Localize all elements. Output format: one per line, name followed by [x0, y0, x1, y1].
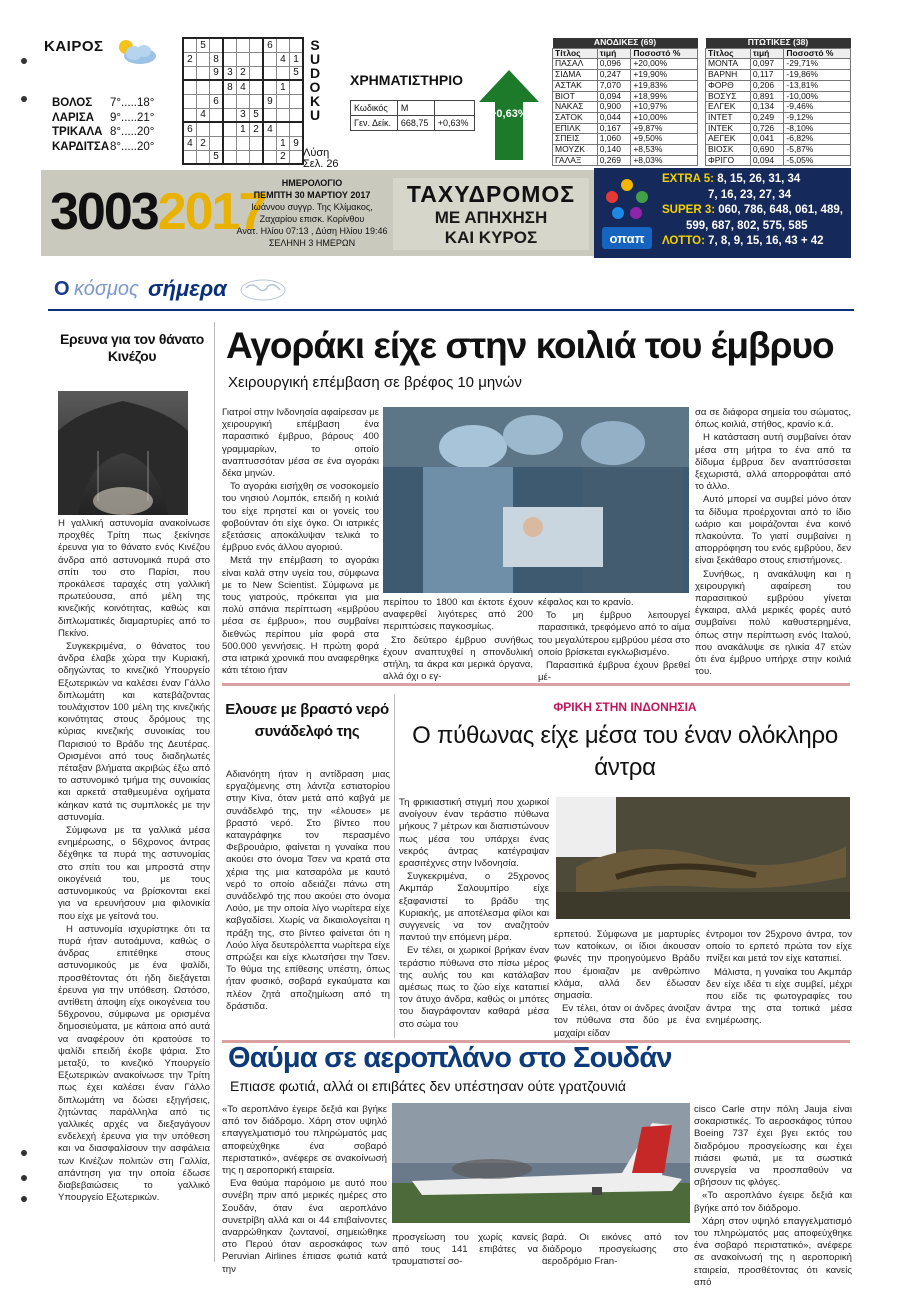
sudoku-cell: 3 [236, 108, 249, 122]
stock-cell: +8,03% [631, 155, 698, 166]
main-headline: Αγοράκι είχε στην κοιλιά του έμβρυο [226, 325, 834, 366]
paragraph: Το αγοράκι εισήχθη σε νοσοκομείο του νησιού Λομπόκ, επειδή η κοιλιά του είχε πρηστεί και οι γονείς του φοβούνταν ότι είχε όγκο. Οι ιατρικές εξετάσεις αποκάλυψαν τελικά το έμβρυο ενός άλλου αγοριού. [222, 481, 379, 554]
sudoku-cell [183, 80, 196, 94]
sudoku-grid [182, 37, 304, 164]
paragraph: Το μη έμβρυο λειτουργεί παρασιτικά, τρεφόμενο από το αίμα του μεγαλύτερου εμβρύου μέσα στο οποίο βρίσκεται εγκλωβισμένο. [538, 610, 690, 658]
column-divider [214, 322, 215, 1262]
index-col-empty [434, 101, 474, 116]
sudoku-cell [250, 136, 263, 150]
stock-cell: 0,096 [597, 59, 631, 70]
opap-label: οπαπ [609, 231, 645, 246]
almanac-line: ΠΕΜΠΤΗ 30 ΜΑΡΤΙΟΥ 2017 [253, 190, 371, 200]
sudoku-cell [290, 108, 303, 122]
stock-cell: 1,060 [597, 134, 631, 145]
plane-article-col4 [694, 1104, 852, 1288]
sudoku-cell: 6 [263, 38, 276, 52]
paragraph: έντρομοι τον 25χρονο άντρα, τον οποίο το ερπετό πρώτα τον είχε πνίξει και μετά τον είχε καταπιεί. [706, 929, 852, 965]
paragraph: ερπετού. Σύμφωνα με μαρτυρίες των κατοίκων, οι ίδιοι άκουσαν φωνές την προηγούμενο Βράδυ που έμοιαζαν με ανθρώπινο κλάμα, αλλά δεν έδωσαν σημασία. [554, 929, 700, 1002]
python-kicker: ΦΡΙΚΗ ΣΤΗΝ ΙΝΔΟΝΗΣΙΑ [553, 700, 697, 714]
stock-cell: -29,71% [784, 59, 851, 70]
stock-col-header: τιμή [750, 48, 784, 59]
sudoku-cell: 2 [276, 150, 289, 164]
weather-title: ΚΑΙΡΟΣ [44, 38, 104, 55]
python-headline: Ο πύθωνας είχε μέσα του έναν ολόκληρο άντρα [412, 722, 838, 781]
section-rule [48, 309, 854, 311]
sudoku-cell [223, 150, 236, 164]
super3-label: SUPER 3: [662, 204, 716, 216]
sudoku-title-letter: D [309, 65, 321, 81]
sudoku-cell: 3 [223, 66, 236, 80]
stock-cell: -13,81% [784, 80, 851, 91]
paragraph: Αδιανόητη ήταν η αντίδραση μιας εργαζόμενης στη λάντζα εστιατορίου στην Κίνα, όταν μετά από καβγά με συνάδελφό της, την «έλουσε» με βραστό νερό. Στο βίντεο που καταγράφηκε τον περασμένο Φεβρουάριο, φαίνεται η γυναίκα που ακούει στο όνομα Τσεν να κρατά στα χέρια της μια κατσαρόλα με καυτό νερό το οποίο αδειάζει πάνω στη συνάδελφό της που ακούει στο όνομα Λούο, με την οποία λίγο νωρίτερα είχε καβγαδίσει. Χωρίς να δικαιολογείται η πράξη της, στο βίντεο φαίνεται ότι η Λούο λίγα δευτερόλεπτα νωρίτερα είχε σπρώξει και είχε κλωτσήσει την Τσεν. Το θύμα της επίθεσης υπέστη, όπως ήταν φυσικό, σοβαρά εγκαύματα και πλέον ζητά αποζημίωση από τη δράστιδα. [226, 769, 390, 1012]
plane-article-col2 [392, 1232, 538, 1268]
paragraph: Σύμφωνα με τα γαλλικά μέσα ενημέρωσης, ο 56χρονος άντρας δέχθηκε τα πυρά της αστυνομίας στο σπίτι του και μπροστά στην οικογένειά του, με τους αστυνομικούς να βρίσκονται εκεί για να ερευνήσουν μια φιλονικία που είχε με γείτονά του. [58, 825, 210, 922]
paragraph: Η γαλλική αστυνομία ανακοίνωσε προχθές Τρίτη πως ξεκίνησε έρευνα για το θάνατο ενός Κινέζου άνδρα από αστυνομικά πυρά στο σπίτι του στο Παρίσι, που προκάλεσε ταραχές στη γαλλική πρωτεύουσα, από μέλη της κινεζικής κοινότητας, καθώς και διπλωματικές διαμαρτυρίες από το Πεκίνο. [58, 518, 210, 639]
sudoku-cell: 2 [236, 66, 249, 80]
stock-cell: 0,140 [597, 145, 631, 156]
sudoku-cell: 8 [223, 80, 236, 94]
sudoku-cell [196, 66, 209, 80]
index-change-arrow-label: +0,63% [490, 108, 528, 120]
courier-slogan-line2: ΚΑΙ ΚΥΡΟΣ [444, 228, 538, 247]
stock-cell: -19,86% [784, 70, 851, 81]
section-label-o: Ο [54, 278, 70, 300]
almanac-line: Ανατ. Ηλίου 07:13 , Δύση Ηλίου 19:46 [236, 226, 388, 236]
sudoku-cell: 2 [183, 52, 196, 66]
stock-cell: -10,00% [784, 91, 851, 102]
index-value: 668,75 [397, 116, 434, 131]
stock-cell: 0,167 [597, 123, 631, 134]
sudoku-cell [263, 108, 276, 122]
sudoku-cell [223, 136, 236, 150]
sudoku-cell [183, 108, 196, 122]
sudoku-cell: 4 [196, 108, 209, 122]
gainers-table [552, 38, 698, 166]
weather-city: ΒΟΛΟΣ [52, 97, 93, 109]
section-divider [222, 683, 850, 686]
stock-cell: -9,46% [784, 102, 851, 113]
weather-row [52, 140, 177, 155]
stock-cell: 0,134 [750, 102, 784, 113]
sudoku-cell [210, 80, 223, 94]
paragraph: Συγκεκριμένα, ο θάνατος του άνδρα έλαβε χώρα την Κυριακή, οδηγώντας το κινεζικό Υπουργείο Εξωτερικών να καλέσει έναν Γάλλο διπλωμάτη και κατεβάζοντας τουλάχιστον 100 μέλη της κινεζικής κοινότητας στους δρόμους της κύριας κινεζικής συνοικίας του Παρισιού το Βράδυ της Δευτέρας. Ορισμένοι από τους διαδηλωτές πέταξαν βλήματα ακριβώς έξω από το αστυνομικό τμήμα της συνοικίας και αρκετά σταθμευμένα οχήματα κάηκαν κατά τις συμπλοκές με την αστυνομία. [58, 641, 210, 823]
stock-col-header: Ποσοστό % [631, 48, 698, 59]
courier-slogan [393, 178, 589, 250]
sudoku-cell [196, 80, 209, 94]
sudoku-cell [290, 94, 303, 108]
stock-cell: +10,00% [631, 112, 698, 123]
weather-list [52, 96, 177, 154]
sudoku-cell [250, 38, 263, 52]
sudoku-cell [223, 94, 236, 108]
sudoku-cell [276, 94, 289, 108]
weather-temp: 8°.....20° [110, 140, 155, 153]
stock-cell: -5,87% [784, 145, 851, 156]
stock-cell: ΦΡΙΓΟ [706, 155, 751, 166]
stock-cell: +9,87% [631, 123, 698, 134]
index-change: +0,63% [434, 116, 474, 131]
paragraph: περίπου το 1800 και έκτοτε έχουν αναφερθεί λιγότερες από 200 περιπτώσεις παγκοσμίως. [383, 597, 533, 633]
python-article-col3 [706, 929, 852, 1037]
side-article-body [58, 518, 210, 1258]
sudoku-cell [223, 52, 236, 66]
paragraph: Παρασιτικά έμβρυα έχουν βρεθεί μέ- [538, 660, 690, 684]
sudoku-cell: 9 [263, 94, 276, 108]
stock-cell: 0,094 [750, 155, 784, 166]
lotto-numbers: 7, 8, 9, 15, 16, 43 + 42 [708, 235, 824, 247]
sudoku-cell [236, 136, 249, 150]
stock-cell: ΣΑΤΟΚ [553, 112, 598, 123]
stock-cell: 0,044 [597, 112, 631, 123]
stock-cell: 0,247 [597, 70, 631, 81]
stock-cell: +19,90% [631, 70, 698, 81]
section-label-simera: σήμερα [148, 276, 227, 301]
sudoku-cell [290, 80, 303, 94]
weather-city: ΛΑΡΙΣΑ [52, 111, 95, 124]
stock-cell: 0,206 [750, 80, 784, 91]
stock-cell: ΒΙΟΣΚ [706, 145, 751, 156]
stock-cell: ΒΟΣΥΣ [706, 91, 751, 102]
stock-cell: ΣΠΕΙΣ [553, 134, 598, 145]
stock-cell: ΓΑΛΑΞ [553, 155, 598, 166]
sudoku-cell [263, 52, 276, 66]
weather-row [52, 96, 177, 111]
sudoku-cell [183, 94, 196, 108]
sudoku-title [308, 38, 322, 122]
stock-cell: +8,53% [631, 145, 698, 156]
paragraph: Χάρη στον υψηλό επαγγελματισμό του πληρώματός μας αποφεύχθηκε ένα σοβαρό περιστατικό», ανέφερε σε ανακοίνωσή της η αεροπορική εταιρεία, προσθέτοντας ότι κανείς από [694, 1215, 852, 1288]
weather-city: ΤΡΙΚΑΛΑ [52, 126, 103, 139]
sudoku-cell [183, 38, 196, 52]
stock-cell: 0,891 [750, 91, 784, 102]
sudoku-cell [263, 150, 276, 164]
paragraph: βαρά. Οι εικόνες από τον διάδρομο προσγείωσης στο αεροδρόμιο Fran- [542, 1232, 688, 1268]
paragraph: Στο δεύτερο έμβρυο συνήθως έχουν αναπτυχθεί η σπονδυλική στήλη, τα άκρα και μερικά όργανα, αλλά όχι ο εγ- [383, 634, 533, 683]
main-article-col1 [222, 407, 379, 677]
opap-logo [598, 175, 656, 253]
sudoku-cell [276, 122, 289, 136]
stock-cell: ΕΛΓΕΚ [706, 102, 751, 113]
paragraph: Αυτό μπορεί να συμβεί μόνο όταν τα δίδυμα προέρχονται από το ίδιο ωάριο και μοιράζονται ένα κοινό πλακούντα. Το γιατί συμβαίνει η απορρόφηση του ενός εμβρύου, δεν είναι ξεκάθαρο στους επιστήμονες. [695, 494, 851, 567]
sudoku-cell [276, 66, 289, 80]
eiffel-tower-photo [58, 391, 188, 515]
index-name: Γεν. Δείκ. [351, 116, 398, 131]
boiling-water-headline: Ελουσε με βραστό νερό συνάδελφό της [225, 701, 389, 740]
super3-numbers: 060, 786, 648, 061, 489, [718, 204, 843, 216]
sudoku-cell [250, 150, 263, 164]
sudoku-cell [183, 66, 196, 80]
sudoku-cell [183, 150, 196, 164]
sudoku-cell: 1 [236, 122, 249, 136]
sudoku-cell: 9 [290, 136, 303, 150]
margin-dot [21, 1150, 27, 1156]
sudoku-cell: 4 [276, 52, 289, 66]
stock-cell: ΠΑΣΑΛ [553, 59, 598, 70]
plane-article-col3 [542, 1232, 688, 1268]
margin-dot [21, 58, 27, 64]
weather-box [44, 38, 174, 168]
losers-table [705, 38, 851, 166]
sudoku-cell: 1 [276, 136, 289, 150]
sudoku-cell [223, 108, 236, 122]
stock-col-header: Τίτλος [706, 48, 751, 59]
stock-cell: 7,070 [597, 80, 631, 91]
stock-cell: 0,094 [597, 91, 631, 102]
paragraph: Η κατάσταση αυτή συμβαίνει όταν μέσα στη μήτρα το ένα από τα δίδυμα έμβρυα δεν αναπτύσσεται ξεχωριστά, αλλά απορροφάται από το άλλο. [695, 432, 851, 493]
stock-title: ΧΡΗΜΑΤΙΣΤΗΡΙΟ [350, 72, 464, 88]
sudoku-title-letter: U [309, 51, 321, 67]
sudoku-cell: 1 [276, 80, 289, 94]
sudoku-cell [250, 94, 263, 108]
weather-temp: 9°.....21° [110, 111, 155, 124]
stock-cell: 0,249 [750, 112, 784, 123]
weather-city: ΚΑΡΔΙΤΣΑ [52, 140, 110, 153]
sudoku-cell: 6 [210, 94, 223, 108]
sudoku-cell [223, 38, 236, 52]
sudoku-cell [196, 52, 209, 66]
plane-headline: Θαύμα σε αεροπλάνο στο Σουδάν [228, 1042, 672, 1074]
stock-cell: ΙΝΤΕΤ [706, 112, 751, 123]
paragraph: Μετά την επέμβαση το αγοράκι είναι καλά στην υγεία του, σύμφωνα με το New Scientist. Σύμφωνα με τους γιατρούς, πρόκειται για μια πολύ σπάνια περίπτωση «εμβρύου μέσα σε έμβρυο», που συμβαίνει διεθνώς περίπου μία φορά στα 500.000 γεννήσεις. Η πρώτη φορά στα ιατρικά χρονικά που αναφερθηκε κάτι τέτοιο ήταν [222, 555, 379, 677]
sudoku-cell: 2 [196, 136, 209, 150]
sun-cloud-icon [114, 38, 158, 66]
almanac-line: Ιωάννου συγγρ. Της Κλίμακος, [251, 202, 373, 212]
stock-cell: -8,10% [784, 123, 851, 134]
sudoku-cell [290, 38, 303, 52]
stock-cell: +20,00% [631, 59, 698, 70]
sudoku-cell [263, 80, 276, 94]
margin-dot [21, 96, 27, 102]
stock-cell: +19,83% [631, 80, 698, 91]
python-article-col2 [554, 929, 700, 1037]
sudoku-cell: 4 [236, 80, 249, 94]
courier-slogan-line1: ΜΕ ΑΠΗΧΗΣΗ [434, 208, 548, 227]
sudoku-cell [263, 136, 276, 150]
sudoku-cell [236, 38, 249, 52]
paragraph: Η αστυνομία ισχυρίστηκε ότι τα πυρά ήταν αυτοάμυνα, καθώς ο άνδρας επιτέθηκε στους αστυνομικούς με ένα ψαλίδι, προσθέτοντας ότι ήδη διεξάγεται έρευνα για την υπόθεση. Ωστόσο, αντίθετη άποψη είχε οικογένεια του 56χρονου, σύμφωνα με ορισμένα δημοσιεύματα, με κάποια από αυτά να αναφέρουν ότι κρατούσε το ψαλίδι επειδή έκοβε ψάρια. Στο μεταξύ, το κινεζικό Υπουργείο Εξωτερικών ανακοίνωσε την Τρίτη πως έχει καλέσει έναν Γάλλο διπλωμάτη να δώσει εξηγήσεις, ζητώντας παράλληλα από τις γαλλικές αρχές να διεξαγάγουν ενδελεχή έρευνα για την υπόθεση και να διασφαλίσουν την ασφάλεια των Κινέζων πολιτών στη Γαλλία, απάντηση για την οποία έδωσε διαβεβαιώσεις το γαλλικό Υπουργείο Εξωτερικών. [58, 923, 210, 1204]
stock-cell: 0,041 [750, 134, 784, 145]
sudoku-cell [210, 122, 223, 136]
sudoku-cell: 5 [290, 66, 303, 80]
sudoku-cell: 5 [210, 150, 223, 164]
sudoku-cell [250, 52, 263, 66]
plane-photo [392, 1103, 690, 1223]
plane-subheadline: Επιασε φωτιά, αλλά οι επιβάτες δεν υπέστησαν ούτε γρατζουνιά [230, 1078, 626, 1094]
paragraph: Εν τέλει, όταν οι άνδρες άνοιξαν τον πύθωνα στα δύο με ένα μαχαίρι είδαν [554, 1003, 700, 1039]
weather-temp: 7°.....18° [110, 97, 155, 109]
paragraph: προσγείωση του χωρίς κανείς από τους 141 επιβάτες να τραυματιστεί σο- [392, 1232, 538, 1268]
sudoku-cell [236, 150, 249, 164]
stock-cell: 0,117 [750, 70, 784, 81]
stock-cell: ΒΙΟΤ [553, 91, 598, 102]
surgery-photo [383, 407, 689, 593]
stock-cell: ΒΑΡΝΗ [706, 70, 751, 81]
sudoku-cell [263, 66, 276, 80]
plane-article-col1 [222, 1104, 387, 1275]
sudoku-cell [290, 122, 303, 136]
stock-cell: -6,82% [784, 134, 851, 145]
lotto-label: ΛΟΤΤΟ: [662, 235, 705, 247]
sudoku-cell: 5 [250, 108, 263, 122]
extra5-numbers: 8, 15, 26, 31, 34 [717, 173, 801, 185]
main-article-col3 [538, 597, 690, 684]
stock-cell: -5,05% [784, 155, 851, 166]
almanac-line: Ζαχαρίου επισκ. Κορίνθου [259, 214, 365, 224]
paragraph: Γιατροί στην Ινδονησία αφαίρεσαν με χειρουργική επέμβαση ένα παρασιτικό έμβρυο, βάρους 400 γραμμαρίων, το οποίο αναπτυσσόταν μέσα σε ένα αγοράκι δέκα μηνών. [222, 407, 379, 480]
lottery-numbers [662, 172, 848, 250]
sudoku-title-letter: O [309, 79, 321, 95]
stock-cell: ΕΠΙΛΚ [553, 123, 598, 134]
stock-cell: ΣΙΔΜΑ [553, 70, 598, 81]
sudoku-cell [236, 94, 249, 108]
sudoku-solution-ref: Λύση Σελ. 26 [303, 147, 339, 170]
main-subheadline: Χειρουργική επέμβαση σε βρέφος 10 μηνών [228, 374, 522, 391]
margin-dot [21, 1175, 27, 1181]
extra5-numbers-2: 7, 16, 23, 27, 34 [708, 188, 792, 201]
stock-cell: ΜΟΥΖΚ [553, 145, 598, 156]
courier-name: ΤΑΧΥΔΡΟΜΟΣ [406, 181, 576, 207]
date-day-month: 3003 [50, 183, 158, 241]
stock-cell: ΜΟΝΤΑ [706, 59, 751, 70]
python-article-col1 [399, 797, 549, 1037]
sudoku-cell: 4 [183, 136, 196, 150]
paragraph: Τη φρικιαστική στιγμή που χωρικοί ανοίγουν έναν τεράστιο πύθωνα μήκους 7 μέτρων και διαπιστώνουν πως μέσα του υπάρχει ένας νεκρός άντρας κατέγραψαν ερασιτέχνες στην Ινδονησία. [399, 797, 549, 870]
sudoku-cell [250, 80, 263, 94]
index-col-m: Μ [397, 101, 434, 116]
sudoku-cell [196, 150, 209, 164]
section-label-kosmos: κόσμος [74, 278, 139, 300]
stock-cell: +9,50% [631, 134, 698, 145]
paragraph: Μάλιστα, η γυναίκα του Ακμπάρ δεν είχε ιδέα τι είχε συμβεί, μέχρι που είδε τις φωτογραφίες του άντρα της στα τοπικά μέσα ενημέρωσης. [706, 966, 852, 1027]
sudoku-cell [276, 108, 289, 122]
paragraph: Εν τέλει, οι χωρικοί βρήκαν έναν τεράστιο πύθωνα στο πίσω μέρος της αυλής του και κατάλαβαν αμέσως πως το ζώο είχε καταπιεί τον άτυχο άνδρα, καθώς οι μπότες του διαγράφονταν καθαρά μέσα στο σώμα του [399, 945, 549, 1030]
world-map-icon [238, 278, 288, 302]
stock-cell: -9,12% [784, 112, 851, 123]
boiling-water-body [226, 769, 390, 1037]
python-photo [556, 797, 850, 919]
sudoku-cell [196, 122, 209, 136]
margin-dot [21, 1196, 27, 1202]
paragraph: «Το αεροπλάνο έγειρε δεξιά και βγήκε από τον διάδρομο. [694, 1190, 852, 1214]
general-index-table [350, 100, 475, 131]
sudoku-title-letter: S [310, 37, 320, 53]
main-article-col2 [383, 597, 533, 683]
stock-table-title: ΠΤΩΤΙΚΕΣ (38) [706, 38, 851, 48]
stock-cell: +18,99% [631, 91, 698, 102]
date-year: 2017 [157, 183, 266, 241]
stock-cell: ΑΣΤΑΚ [553, 80, 598, 91]
stock-cell: 0,097 [750, 59, 784, 70]
almanac-line: ΗΜΕΡΟΛΟΓΙΟ [281, 178, 343, 188]
sudoku-cell: 6 [183, 122, 196, 136]
extra5-label: EXTRA 5: [662, 173, 714, 185]
sudoku-cell [276, 38, 289, 52]
sudoku-cell: 2 [250, 122, 263, 136]
main-article-col4 [695, 407, 851, 678]
sudoku-cell [250, 66, 263, 80]
weather-row [52, 111, 177, 126]
sudoku-cell [210, 136, 223, 150]
column-divider [394, 694, 395, 1038]
sudoku-cell [223, 122, 236, 136]
super3-numbers-2: 599, 687, 802, 575, 585 [686, 219, 808, 232]
stock-col-header: Τίτλος [553, 48, 598, 59]
paragraph: κέφαλος και το κρανίο. [538, 597, 634, 608]
weather-temp: 8°.....20° [110, 126, 155, 139]
paragraph: Συγκεκριμένα, ο 25χρονος Ακμπάρ Σαλουμπίρο είχε εξαφανιστεί το βράδυ της Κυριακής, με αποτέλεσμα φίλοι και συγγενείς να τον αναζητούν παντού την επόμενη μέρα. [399, 871, 549, 944]
index-col-code: Κωδικός [351, 101, 398, 116]
sudoku-cell [196, 94, 209, 108]
stock-table-title: ΑΝΟΔΙΚΕΣ (69) [553, 38, 698, 48]
stock-cell: +10,97% [631, 102, 698, 113]
sudoku-cell [290, 150, 303, 164]
almanac [234, 177, 390, 249]
stock-cell: ΑΕΓΕΚ [706, 134, 751, 145]
weather-row [52, 125, 177, 140]
stock-cell: ΦΟΡΘ [706, 80, 751, 91]
stock-cell: 0,269 [597, 155, 631, 166]
paragraph: Συνήθως, η ανακάλυψη και η χειρουργική αφαίρεση του παρασιτικού εμβρύου γίνεται έγκαιρα, αλλά μερικές φορές αυτό συμβαίνει πολύ καθυστερημένα, όπως στην περίπτωση ενός Ιταλού, που ανακάλυψε σε ηλικία 47 ετών ότι ένα έμβρυο υπήρχε στην κοιλιά του. [695, 568, 851, 678]
stock-col-header: Ποσοστό % [784, 48, 851, 59]
paragraph: cisco Carle στην πόλη Jauja είναι σοκαριστικές. Το αεροσκάφος τύπου Boeing 737 έχει βγει εκτός του διαδρόμου προσγείωσης και έχει πιάσει φωτιά, με τα σωστικά συνεργεία να προσπαθούν να σβήσουν τις φλόγες. [694, 1104, 852, 1189]
side-headline: Ερευνα για τον θάνατο Κινέζου [59, 331, 204, 364]
sudoku-cell [236, 52, 249, 66]
paragraph: σα σε διάφορα σημεία του σώματος, όπως κοιλιά, στήθος, κρανίο κ.ά. [695, 407, 851, 431]
section-label [48, 274, 308, 310]
stock-cell: ΙΝΤΕΚ [706, 123, 751, 134]
stock-cell: 0,726 [750, 123, 784, 134]
stock-cell: 0,690 [750, 145, 784, 156]
paragraph: «Το αεροπλάνο έγειρε δεξιά και βγήκε από τον διάδρομο. Χάρη στον υψηλό επαγγελματισμό του πληρώματός μας αποφεύχθηκε ένα σοβαρό περιστατικό», ανέφερε σε ανακοίνωσή της η αεροπορική εταιρεία. [222, 1104, 387, 1177]
sudoku-cell: 9 [210, 66, 223, 80]
sudoku-cell: 5 [196, 38, 209, 52]
sudoku-title-letter: U [309, 107, 321, 123]
almanac-line: ΣΕΛΗΝΗ 3 ΗΜΕΡΩΝ [268, 238, 356, 248]
paragraph: Ενα θαύμα παρόμοιο με αυτό που συνέβη πριν από μερικές ημέρες στο Σουδάν, όταν ένα αεροπλάνο συνετρίβη αλλά και οι 44 επιβαίνοντες αναρρώθηκαν ζωντανοί, σημειώθηκε στο Περού όταν αεροσκάφος των Peruvian Airlines έπιασε φωτιά κατά την [222, 1178, 387, 1275]
sudoku-title-letter: K [309, 93, 321, 109]
sudoku-cell: 4 [263, 122, 276, 136]
sudoku-cell: 8 [210, 52, 223, 66]
sudoku-cell [210, 38, 223, 52]
sudoku-cell [210, 108, 223, 122]
sudoku-cell: 1 [290, 52, 303, 66]
stock-cell: 0,900 [597, 102, 631, 113]
stock-col-header: τιμή [597, 48, 631, 59]
stock-cell: ΝΑΚΑΣ [553, 102, 598, 113]
